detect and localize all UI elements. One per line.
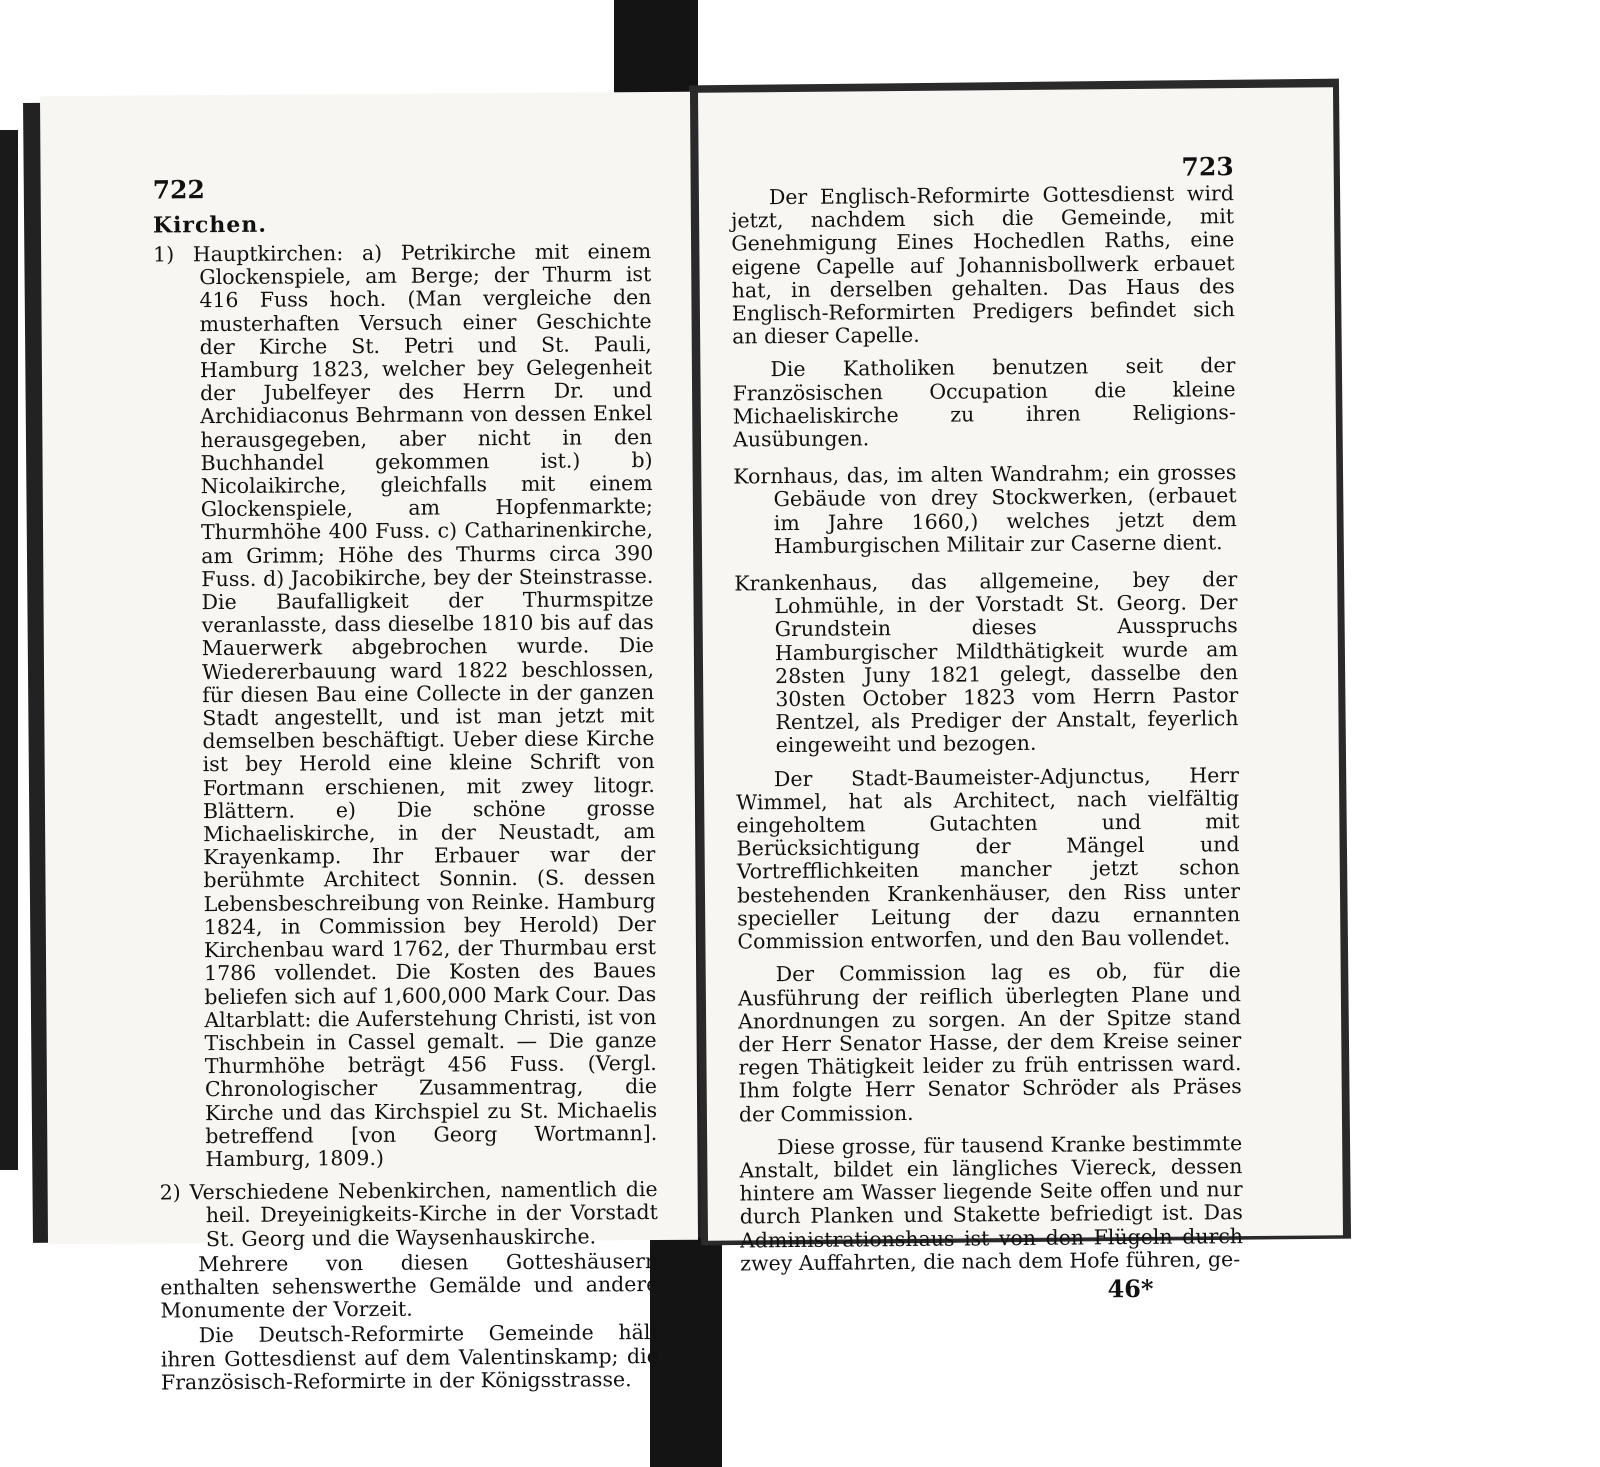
signature-mark: 46*	[1107, 1273, 1154, 1304]
page-number: 722	[152, 175, 205, 205]
paragraph: Der Englisch-Reformirte Gottesdienst wird jetzt, nachdem sich die Gemeinde, mit Genehmigung Eines Hochedlen Raths, eine eigene Capelle auf Johannisbollwerk erbauet hat, in derselben gehalten. Das Haus des Englisch-Reformirten Predigers befindet sich an dieser Capelle.	[731, 181, 1236, 349]
left-page	[40, 92, 698, 1395]
paragraph: Der Commission lag es ob, für die Ausführung der reiflich überlegten Plane und Anordnungen zu sorgen. An der Spitze stand der Herr Senator Hasse, der dem Kreise seiner regen Thätigkeit leider zu früh entrissen ward. Ihm folgte Herr Senator Schröder als Präses der Commission.	[737, 958, 1242, 1126]
page-number: 723	[1181, 152, 1234, 182]
entry-paragraph: Krankenhaus, das allgemeine, bey der Lohmühle, in der Vorstadt St. Georg. Der Grundstein dieses Ausspruchs Hamburgischer Mildthätigkeit wurde am 28sten Juny 1821 gelegt, dasselbe den 30sten October 1823 vom Herrn Pastor Rentzel, als Prediger der Anstalt, feyerlich eingeweiht und bezogen.	[734, 567, 1239, 758]
background-strip-bottom	[650, 1232, 722, 1467]
paragraph: 2) Verschiedene Nebenkirchen, namentlich die heil. Dreyeinigkeits-Kirche in der Vorstadt St. Georg und die Waysenhauskirche.	[159, 1177, 658, 1251]
right-page	[698, 87, 1343, 1304]
paragraph: Die Katholiken benutzen seit der Französischen Occupation die kleine Michaeliskirche zu ihren Religions-Ausübungen.	[732, 353, 1236, 452]
paragraph: 1) Hauptkirchen: a) Petrikirche mit einem Glockenspiele, am Berge; der Thurm ist 416 Fuss hoch. (Man vergleiche den musterhaften Versuch einer Geschichte der Kirche St. Petri und St. Pauli, Hamburg 1823, welcher bey Gelegenheit der Jubelfeyer des Herrn Dr. und Archidiaconus Behrmann von dessen Enkel herausgegeben, aber nicht in den Buchhandel gekommen ist.) b) Nicolaikirche, gleichfalls mit einem Glockenspiele, am Hopfenmarkte; Thurmhöhe 400 Fuss. c) Catharinenkirche, am Grimm; Höhe des Thurms circa 390 Fuss. d) Jacobikirche, bey der Steinstrasse. Die Baufalligkeit der Thurmspitze veranlasste, dass dieselbe 1810 bis auf das Mauerwerk abgebrochen wurde. Die Wiedererbauung ward 1822 beschlossen, für diesen Bau eine Collecte in der ganzen Stadt angestellt, und ist man jetzt mit demselben beschäftigt. Ueber diese Kirche ist bey Herold eine kleine Schrift von Fortmann erschienen, mit zwey litogr. Blättern. e) Die schöne grosse Michaeliskirche, in der Neustadt, am Krayenkamp. Ihr Erbauer war der berühmte Architect Sonnin. (S. dessen Lebensbeschreibung von Reinke. Hamburg 1824, in Commission bey Herold) Der Kirchenbau ward 1762, der Thurmbau erst 1786 vollendet. Die Kosten des Baues beliefen sich auf 1,600,000 Mark Cour. Das Altarblatt: die Auferstehung Christi, ist von Tischbein in Cassel gemalt. — Die ganze Thurmhöhe beträgt 456 Fuss. (Vergl. Chronologischer Zusammentrag, die Kirche und das Kirchspiel zu St. Michaelis betreffend [von Georg Wortmann]. Hamburg, 1809.)	[153, 239, 658, 1172]
scan-edge-strip	[0, 130, 18, 1170]
paragraph: Diese grosse, für tausend Kranke bestimmte Anstalt, bildet ein längliches Viereck, dessen hintere am Wasser liegende Seite offen und nur durch Planken und Stakette befriedigt ist. Das Administrationshaus ist von den Flügeln durch zwey Auffahrten, die nach dem Hofe führen, ge-	[739, 1130, 1244, 1276]
paragraph: Mehrere von diesen Gotteshäusern enthalten sehenswerthe Gemälde und andere Monumente der Vorzeit.	[160, 1248, 659, 1323]
paragraph: Der Stadt-Baumeister-Adjunctus, Herr Wimmel, hat als Architect, nach vielfältig eingeholtem Gutachten und mit Berücksichtigung der Mängel und Vortrefflichkeiten mancher jetzt schon bestehenden Krankenhäuser, den Riss unter specieller Leitung der dazu ernannten Commission entworfen, und den Bau vollendet.	[736, 762, 1241, 954]
entry-paragraph: Kornhaus, das, im alten Wandrahm; ein grosses Gebäude von drey Stockwerken, (erbauet im Jahre 1660,) welches jetzt dem Hamburgischen Militair zur Caserne dient.	[733, 460, 1237, 558]
paragraph: Die Deutsch-Reformirte Gemeinde hält ihren Gottesdienst auf dem Valentinskamp; die Französisch-Reformirte in der Königsstrasse.	[160, 1320, 659, 1395]
section-title: Kirchen.	[152, 211, 268, 239]
